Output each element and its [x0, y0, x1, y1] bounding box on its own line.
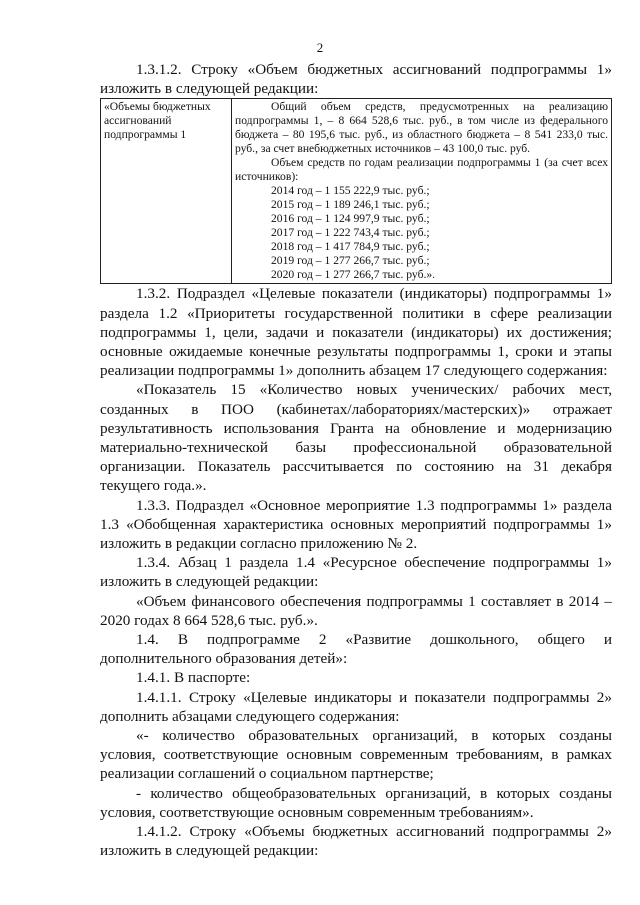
paragraph-indicator-15: «Показатель 15 «Количество новых ученических/ рабочих мест, созданных в ПОО (кабинетах/лабораториях/мастерских)» отражает результативность использования Гранта на обновление и модернизацию материально-технической базы профессиональной образовательной организации. Показатель рассчитывается по состоянию на 31 декабря текущего года.».	[100, 381, 612, 495]
paragraph-1-4-1-1: 1.4.1.1. Строку «Целевые индикаторы и показатели подпрограммы 2» дополнить абзацами следующего содержания:	[100, 688, 612, 725]
year-item: 2015 год – 1 189 246,1 тыс. руб.;	[271, 198, 430, 212]
paragraph-indicator-item-1: «- количество образовательных организаций, в которых созданы условия, соответствующие основным современным требованиям, в рамках реализации соглашений о социальном партнерстве;	[100, 727, 612, 783]
paragraph-1-3-2: 1.3.2. Подраздел «Целевые показатели (индикаторы) подпрограммы 1» раздела 1.2 «Приоритеты государственной политики в сфере реализации подпрограммы 1, цели, задачи и показатели (индикаторы) их достижения; основные ожидаемые конечные результаты подпрограммы 1, сроки и этапы реализации подпрограммы 1» дополнить абзацем 17 следующего содержания:	[100, 285, 612, 380]
year-item: 2017 год – 1 222 743,4 тыс. руб.;	[271, 226, 430, 240]
paragraph-1-4-1: 1.4.1. В паспорте:	[136, 669, 251, 687]
paragraph-1-3-3: 1.3.3. Подраздел «Основное мероприятие 1.3 подпрограммы 1» раздела 1.3 «Обобщенная характеристика основных мероприятий подпрограммы 1» изложить в редакции согласно приложению № 2.	[100, 496, 612, 553]
paragraph-funding-quote: «Объем финансового обеспечения подпрограммы 1 составляет в 2014 – 2020 годах 8 664 528,6 тыс. руб.».	[100, 592, 612, 629]
funding-by-year-intro: Объем средств по годам реализации подпрограммы 1 (за счет всех источников):	[235, 156, 608, 184]
paragraph-indicator-item-2: - количество общеобразовательных организаций, в которых созданы условия, соответствующие основным современным требованиям».	[100, 784, 612, 821]
total-funding-text: Общий объем средств, предусмотренных на реализацию подпрограммы 1, – 8 664 528,6 тыс. руб., в том числе из федерального бюджета – 80 195,6 тыс. руб., из областного бюджета – 8 541 233,0 тыс. руб., за счет внебюджетных источников – 43 100,0 тыс. руб.	[235, 100, 608, 156]
year-item: 2020 год – 1 277 266,7 тыс. руб.».	[271, 268, 436, 282]
year-item: 2018 год – 1 417 784,9 тыс. руб.;	[271, 240, 430, 254]
table-left-cell	[101, 99, 232, 284]
paragraph-1-3-1-2: 1.3.1.2. Строку «Объем бюджетных ассигнований подпрограммы 1» изложить в следующей редакции:	[100, 61, 612, 98]
paragraph-1-4: 1.4. В подпрограмме 2 «Развитие дошкольного, общего и дополнительного образования детей»:	[100, 631, 612, 668]
page-number: 2	[316, 40, 324, 55]
left-cell-text: «Объемы бюджетных ассигнований подпрограммы 1	[104, 100, 211, 142]
document-body	[100, 60, 612, 861]
paragraph-1-4-1-2: 1.4.1.2. Строку «Объемы бюджетных ассигнований подпрограммы 2» изложить в следующей редакции:	[100, 823, 612, 860]
paragraph-1-3-4: 1.3.4. Абзац 1 раздела 1.4 «Ресурсное обеспечение подпрограммы 1» изложить в следующей редакции:	[100, 554, 612, 591]
table-right-cell	[232, 99, 612, 284]
year-item: 2014 год – 1 155 222,9 тыс. руб.;	[271, 184, 430, 198]
year-item: 2019 год – 1 277 266,7 тыс. руб.;	[271, 254, 430, 268]
year-item: 2016 год – 1 124 997,9 тыс. руб.;	[271, 212, 430, 226]
funding-by-year-list	[235, 184, 608, 282]
budget-table	[100, 98, 612, 284]
table-row	[101, 99, 612, 284]
